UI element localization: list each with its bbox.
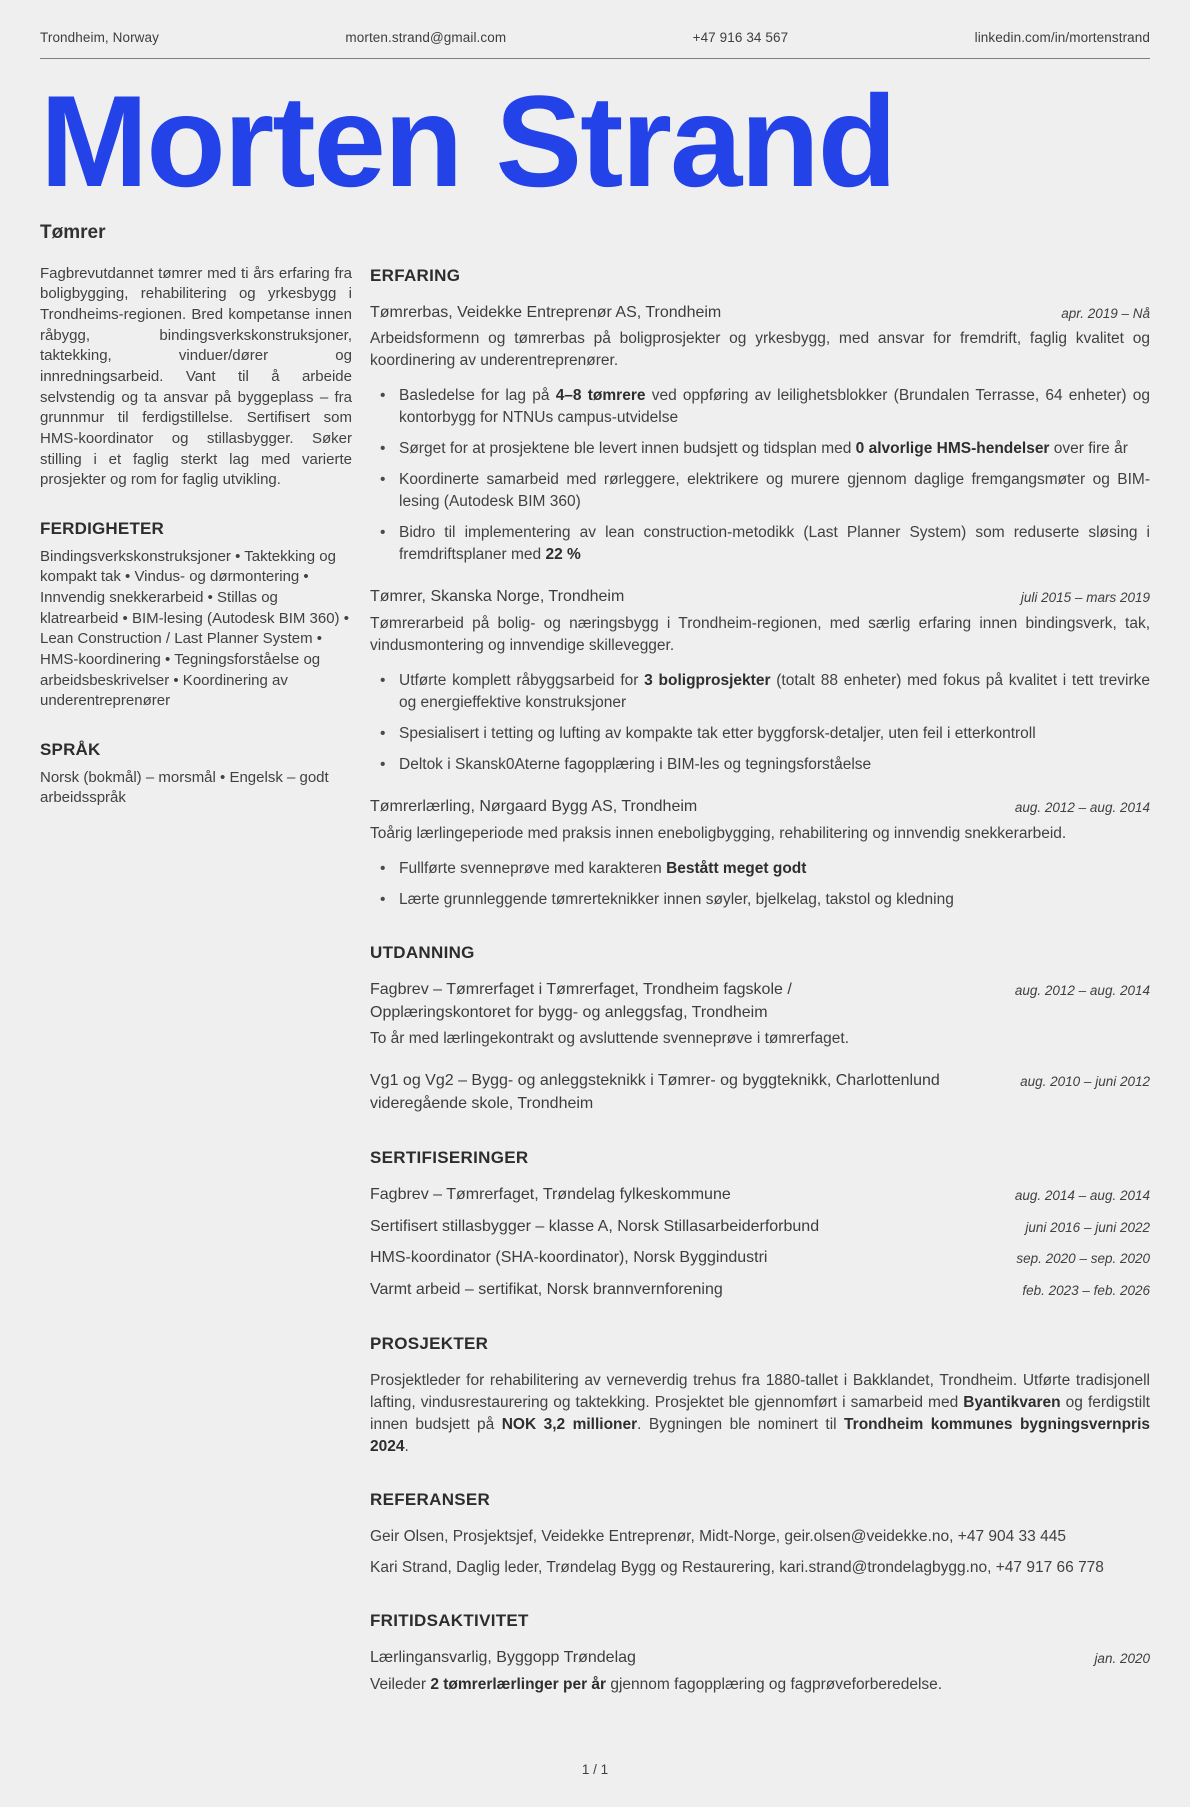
bullet-list — [370, 670, 1150, 776]
bullet-text — [399, 723, 1150, 745]
contact-phone: +47 916 34 567 — [692, 30, 789, 45]
page-indicator: 1 / 1 — [581, 1761, 609, 1777]
entry-title: Sertifisert stillasbygger – klasse A, Norsk Stillasarbeiderforbund — [370, 1217, 820, 1235]
bold-text: 4–8 tømrere — [555, 387, 646, 405]
bullet-icon: • — [380, 756, 386, 774]
entry-header — [370, 796, 1150, 819]
bullet-item — [380, 469, 1150, 513]
entry-title: Fagbrev – Tømrerfaget i Tømrerfaget, Trondheim fagskole / Opplæringskontoret for bygg- og anleggsfag, Trondheim — [370, 981, 792, 1021]
entry-header — [370, 1247, 1150, 1270]
bold-text: 0 alvorlige HMS-hendelser — [855, 440, 1050, 458]
text: . Bygningen ble nominert til — [637, 1416, 845, 1433]
text: Tømrerarbeid på bolig- og næringsbygg i Trondheim-regionen, med særlig erfaring innen bindingsverk, tak, vindusmontering og innvendige skillevegger. — [370, 615, 1150, 655]
entry — [370, 302, 1150, 567]
entry — [370, 1216, 1150, 1239]
text: Veileder — [370, 1675, 431, 1693]
entry-title: Tømrerbas, Veidekke Entreprenør AS, Trondheim — [370, 303, 722, 321]
text: over fire år — [1049, 440, 1128, 458]
section-prosjekter — [370, 1332, 1150, 1458]
entry — [370, 979, 1150, 1050]
entry-title: Fagbrev – Tømrerfaget, Trøndelag fylkeskommune — [370, 1186, 731, 1203]
bullet-text — [399, 754, 1150, 776]
bullet-icon: • — [380, 725, 386, 743]
section-heading-prosjekter: PROSJEKTER — [370, 1333, 489, 1353]
bullet-text — [399, 469, 1150, 513]
section-heading-referanser: REFERANSER — [370, 1490, 491, 1509]
text: . — [404, 1438, 409, 1455]
entry — [370, 1184, 1150, 1207]
job-title: Tømrer — [40, 221, 106, 243]
text: (totalt 88 enheter) med fokus på kvalitet i tett trevirke og energieffektive konstruksjoner — [399, 672, 1150, 712]
text: Kari Strand, Daglig leder, Trøndelag Bygg og Restaurering, kari.strand@trondelagbygg.no, +47 917 66 778 — [370, 1559, 1104, 1577]
bullet-text — [399, 670, 1150, 714]
bullet-icon: • — [380, 440, 386, 458]
bullet-text — [399, 858, 1150, 880]
entry-date: apr. 2019 – Nå — [1061, 305, 1150, 321]
section-utdanning — [370, 941, 1150, 1116]
bold-text: 3 boligprosjekter — [644, 672, 771, 690]
bullet-icon: • — [380, 524, 386, 542]
entry-title: Tømrerlærling, Nørgaard Bygg AS, Trondheim — [370, 798, 698, 816]
entry — [370, 1526, 1150, 1548]
entry-date: juli 2015 – mars 2019 — [1020, 590, 1150, 606]
entry-date: aug. 2014 – aug. 2014 — [1014, 1188, 1150, 1203]
entry-description — [370, 1557, 1150, 1579]
contact-email: morten.strand@gmail.com — [345, 30, 507, 45]
bullet-item — [380, 385, 1150, 429]
entry-date: aug. 2012 – aug. 2014 — [1014, 800, 1150, 816]
section-heading-sertifiseringer: SERTIFISERINGER — [370, 1147, 529, 1167]
entry-header — [370, 1070, 1150, 1115]
text: Spesialisert i tetting og lufting av kompakte tak etter byggforsk-detaljer, uten feil i etterkontroll — [399, 725, 1036, 743]
bullet-item — [380, 670, 1150, 714]
entry-header — [370, 1279, 1150, 1302]
text: og ferdigstilt innen budsjett på — [370, 1394, 1150, 1433]
bullet-item — [380, 889, 1150, 911]
text: Bidro til implementering av lean construction-metodikk (Last Planner System) som reduserte sløsing i fremdriftsplaner med — [399, 524, 1150, 564]
entry — [370, 1557, 1150, 1579]
summary-text: Fagbrevutdannet tømrer med ti års erfaring fra boligbygging, rehabilitering og yrkesbygg i Trondheims-regionen. Bred kompetanse innen råbygg, bindingsverkskonstruksjoner, taktekking, vinduer/dører og innredningsarbeid. Vant til å arbeide selvstendig og ta ansvar på byggeplass – fra grunnmur til ferdigstillelse. Sertifisert som HMS-koordinator og stillasbygger. Søker stilling i et faglig sterkt lag med varierte prosjekter og rom for faglig utvikling. — [40, 264, 352, 489]
entry-title: Lærlingansvarlig, Byggopp Trøndelag — [370, 1649, 636, 1667]
entry-date: aug. 2010 – juni 2012 — [1020, 1074, 1150, 1090]
left-column — [40, 264, 352, 809]
bold-text: NOK 3,2 millioner — [501, 1416, 638, 1433]
bullet-list — [370, 385, 1150, 566]
entry-description — [370, 1370, 1150, 1458]
entry-title: Vg1 og Vg2 – Bygg- og anleggsteknikk i Tømrer- og byggteknikk, Charlottenlund videregående skole, Trondheim — [370, 1072, 940, 1113]
bold-text: Bestått meget godt — [666, 859, 807, 877]
entry — [370, 1070, 1150, 1115]
entry — [370, 1370, 1150, 1458]
bold-text: 22 % — [545, 546, 581, 564]
entry-date: sep. 2020 – sep. 2020 — [1016, 1251, 1150, 1267]
entry-date: aug. 2012 – aug. 2014 — [1014, 983, 1150, 998]
section-sertifiseringer — [370, 1146, 1150, 1302]
section-heading-fritidsaktivitet: FRITIDSAKTIVITET — [370, 1611, 529, 1631]
entry-description — [370, 613, 1150, 657]
entry-header — [370, 1216, 1150, 1239]
text: gjennom fagopplæring og fagprøveforberedelse. — [606, 1675, 943, 1693]
bold-text: Trondheim kommunes bygningsvernpris 2024 — [370, 1416, 1151, 1455]
text: Geir Olsen, Prosjektsjef, Veidekke Entreprenør, Midt-Norge, geir.olsen@veidekke.no, +47 904 33 445 — [370, 1528, 1066, 1546]
skills-list: Bindingsverkskonstruksjoner • Taktekking og kompakt tak • Vindus- og dørmontering • Innvendig snekkerarbeid • Stillas og klatrearbeid • BIM-lesing (Autodesk BIM 360) • Lean Construction / Last Planner System • HMS-koordinering • Tegningsforståelse og arbeidsbeskrivelser • Koordinering av underentreprenører — [40, 547, 349, 710]
entry-description — [370, 1674, 1150, 1696]
entry-title: HMS-koordinator (SHA-koordinator), Norsk Byggindustri — [370, 1249, 768, 1267]
entry — [370, 796, 1150, 911]
contact-bar — [40, 30, 1150, 45]
entry — [370, 1279, 1150, 1302]
page-title: Morten Strand — [40, 68, 896, 214]
bullet-item — [380, 438, 1150, 460]
entry — [370, 1247, 1150, 1270]
text: Arbeidsformenn og tømrerbas på boligprosjekter og yrkesbygg, med ansvar for fremdrift, faglig kvalitet og koordinering av underentreprenører. — [370, 330, 1150, 370]
bullet-item — [380, 858, 1150, 880]
entry-header — [370, 302, 1150, 325]
text: Prosjektleder for rehabilitering av verneverdig trehus fra 1880-tallet i Bakklandet, Trondheim. Utførte tradisjonell lafting, vindusrestaurering og taktekking. Prosjektet ble gjennomført i samarbeid med — [370, 1372, 1150, 1411]
contact-linkedin: linkedin.com/in/mortenstrand — [974, 30, 1150, 45]
text: Toårig lærlingeperiode med praksis innen eneboligbygging, rehabilitering og innvendig snekkerarbeid. — [370, 824, 1067, 842]
text: ved oppføring av leilighetsblokker (Brundalen Terrasse, 64 enheter) og kontorbygg for NTNUs campus-utvidelse — [399, 387, 1150, 427]
entry — [370, 1647, 1150, 1696]
entry-date: juni 2016 – juni 2022 — [1025, 1219, 1150, 1235]
bold-text: 2 tømrerlærlinger per år — [430, 1675, 607, 1693]
bullet-icon: • — [380, 387, 386, 405]
text: To år med lærlingekontrakt og avsluttende svenneprøve i tømrerfaget. — [370, 1030, 850, 1048]
main-sections — [352, 264, 1150, 1716]
entry-description — [370, 823, 1150, 845]
entry-header — [370, 1647, 1150, 1670]
section-heading-utdanning: UTDANNING — [370, 942, 475, 962]
contact-location: Trondheim, Norway — [40, 30, 159, 45]
bullet-item — [380, 522, 1150, 566]
bullet-icon: • — [380, 890, 386, 908]
languages-list: Norsk (bokmål) – morsmål • Engelsk – godt arbeidsspråk — [40, 768, 329, 807]
entry-header — [370, 1184, 1150, 1207]
languages-heading: SPRÅK — [40, 740, 101, 760]
text: Fullførte svenneprøve med karakteren — [399, 859, 667, 877]
text: Sørget for at prosjektene ble levert innen budsjett og tidsplan med — [399, 440, 856, 458]
text: Lærte grunnleggende tømrerteknikker innen søyler, bjelkelag, takstol og kledning — [399, 890, 954, 908]
entry-description — [370, 328, 1150, 372]
section-erfaring — [370, 264, 1150, 911]
bullet-icon: • — [380, 859, 386, 877]
bullet-text — [399, 522, 1150, 566]
bullet-text — [399, 438, 1150, 460]
section-heading-erfaring: ERFARING — [370, 265, 461, 285]
content-columns — [40, 264, 1150, 1716]
bullet-icon: • — [380, 471, 386, 489]
text: Deltok i Skansk0Aterne fagopplæring i BIM-les og tegningsforståelse — [399, 756, 872, 774]
bullet-list — [370, 858, 1150, 911]
entry-date: jan. 2020 — [1094, 1651, 1150, 1667]
entry — [370, 586, 1150, 776]
entry-description — [370, 1526, 1150, 1548]
skills-heading: FERDIGHETER — [40, 519, 165, 539]
entry-header — [370, 586, 1150, 609]
bullet-text — [399, 385, 1150, 429]
text: Utførte komplett råbyggsarbeid for — [399, 672, 645, 690]
bold-text: Byantikvaren — [963, 1394, 1061, 1411]
bullet-text — [399, 889, 1150, 911]
bullet-item — [380, 723, 1150, 745]
entry-title: Varmt arbeid – sertifikat, Norsk brannvernforening — [370, 1281, 723, 1299]
bullet-icon: • — [380, 672, 386, 690]
text: Basledelse for lag på — [399, 387, 556, 405]
text: Koordinerte samarbeid med rørleggere, elektrikere og murere gjennom daglige fremgangsmøter og BIM-lesing (Autodesk BIM 360) — [399, 471, 1150, 511]
entry-date: feb. 2023 – feb. 2026 — [1022, 1283, 1150, 1299]
header-divider — [40, 58, 1150, 59]
entry-header — [370, 979, 1150, 1024]
entry-description — [370, 1028, 1150, 1050]
section-referanser — [370, 1488, 1150, 1579]
entry-title: Tømrer, Skanska Norge, Trondheim — [370, 588, 625, 606]
bullet-item — [380, 754, 1150, 776]
